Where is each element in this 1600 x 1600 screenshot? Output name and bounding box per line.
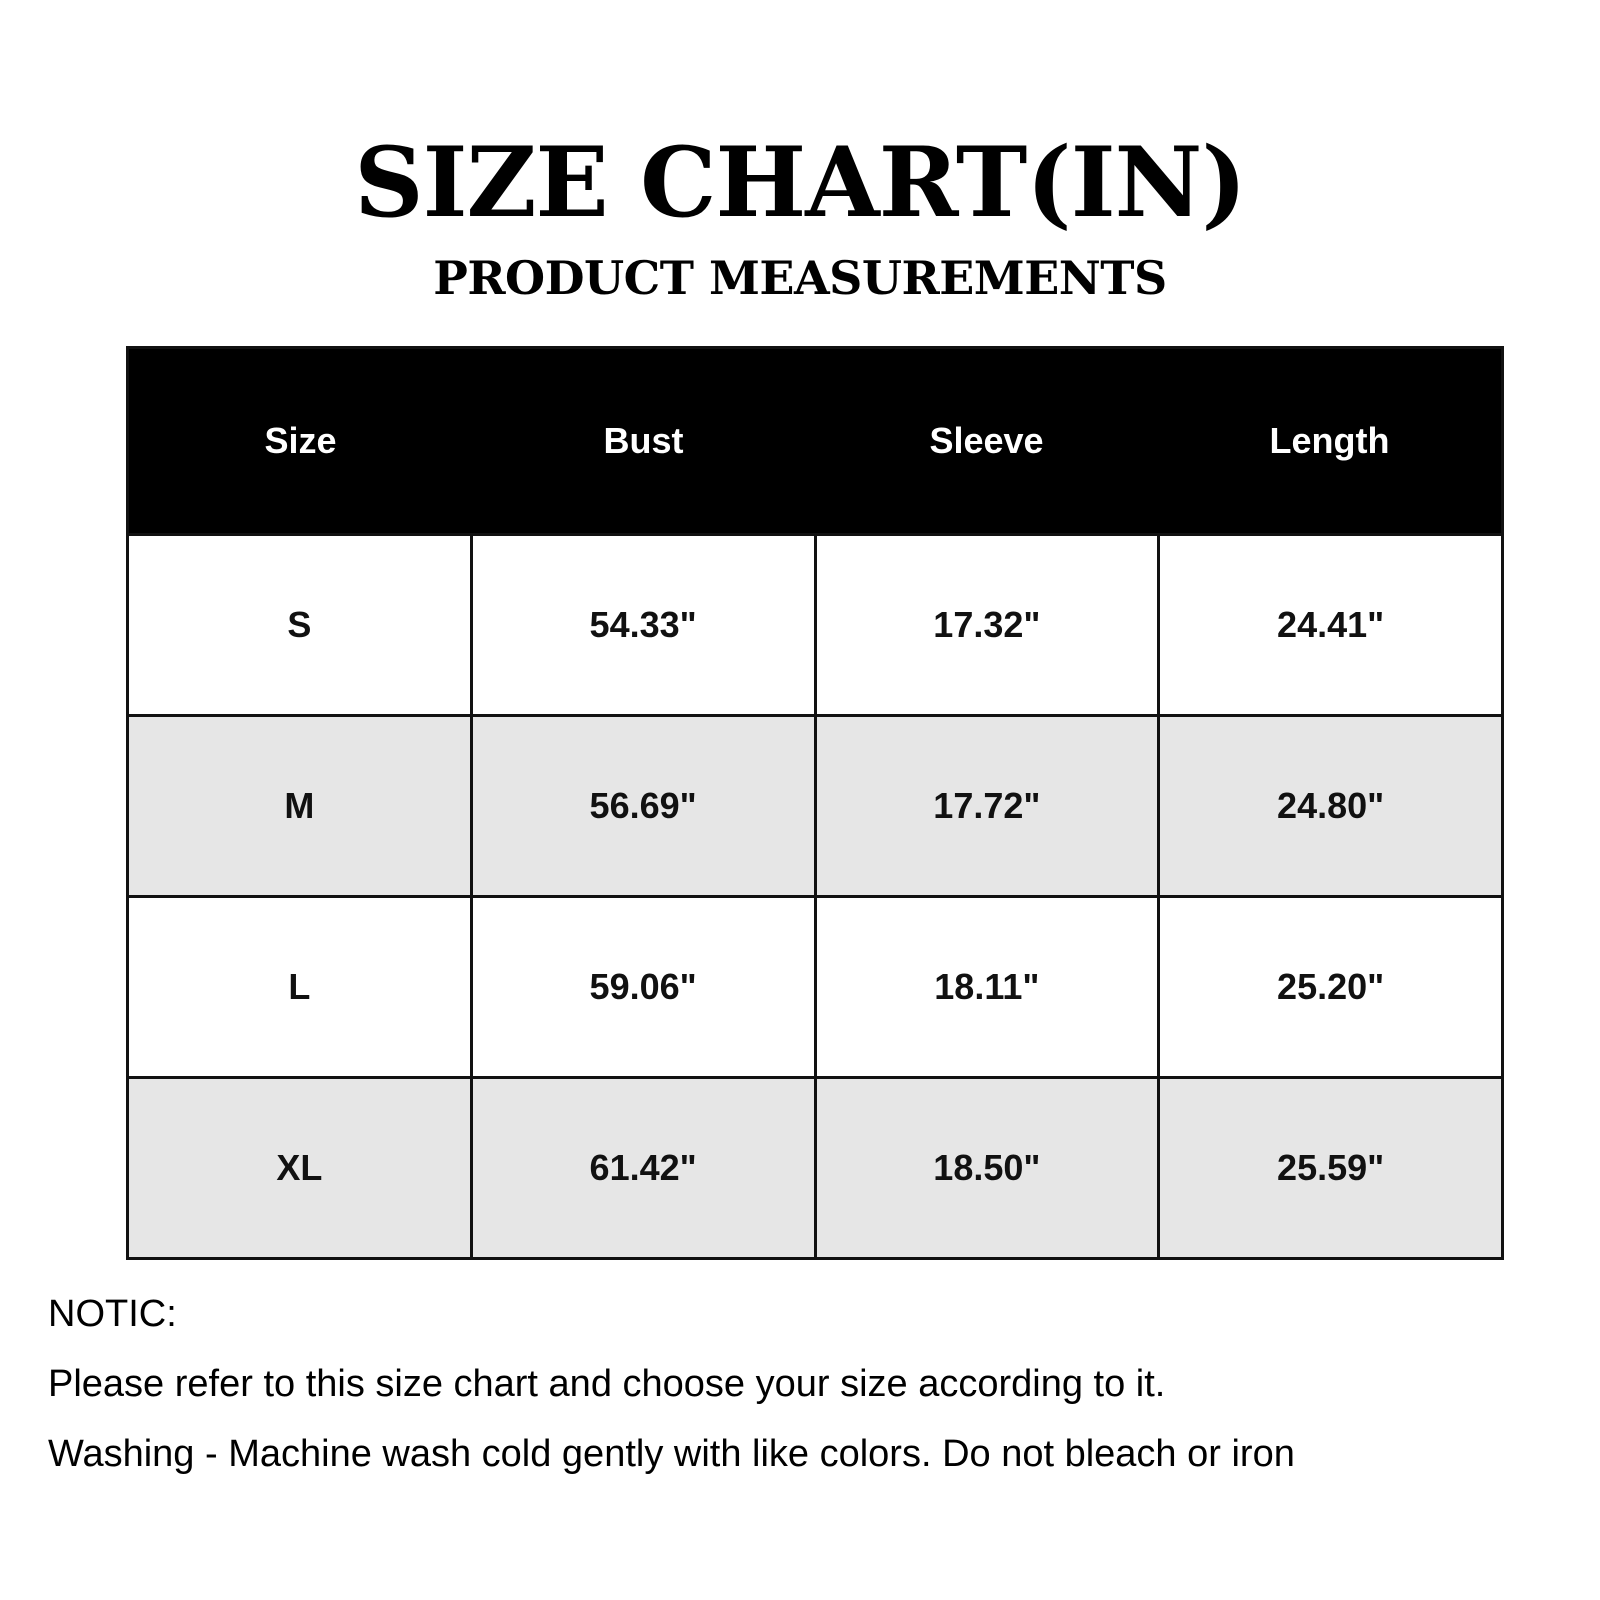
header-sleeve: Sleeve (929, 420, 1044, 461)
table-row (129, 1076, 1501, 1257)
cell-sleeve: 17.72" (814, 717, 1158, 895)
header-length: Length (1269, 420, 1390, 461)
notice-washing-instructions: Washing - Machine wash cold gently with like colors. Do not bleach or iron (48, 1433, 1295, 1475)
cell-bust: 56.69" (470, 717, 814, 895)
cell-sleeve: 18.50" (814, 1079, 1158, 1257)
cell-bust: 61.42" (470, 1079, 814, 1257)
cell-bust: 54.33" (470, 536, 814, 714)
cell-size: XL (276, 1147, 323, 1188)
cell-sleeve: 17.32" (814, 536, 1158, 714)
header-size: Size (264, 420, 337, 461)
table-header-row (129, 349, 1501, 533)
cell-length: 25.59" (1157, 1079, 1501, 1257)
cell-size: S (287, 604, 312, 645)
notice-size-advice: Please refer to this size chart and choose your size according to it. (48, 1363, 1166, 1405)
table-row (129, 714, 1501, 895)
table-row (129, 895, 1501, 1076)
cell-bust: 59.06" (470, 898, 814, 1076)
cell-size: L (288, 966, 311, 1007)
table-row (129, 533, 1501, 714)
page-title: SIZE CHART(IN) (354, 126, 1246, 239)
cell-size: M (284, 785, 315, 826)
page-subtitle: PRODUCT MEASUREMENTS (433, 251, 1167, 305)
cell-length: 24.41" (1157, 536, 1501, 714)
cell-length: 25.20" (1157, 898, 1501, 1076)
header-bust: Bust (603, 420, 684, 461)
notice-section (48, 1288, 1568, 1498)
cell-length: 24.80" (1157, 717, 1501, 895)
size-chart-table (126, 346, 1504, 1260)
notice-heading: NOTIC: (48, 1293, 177, 1335)
cell-sleeve: 18.11" (814, 898, 1158, 1076)
